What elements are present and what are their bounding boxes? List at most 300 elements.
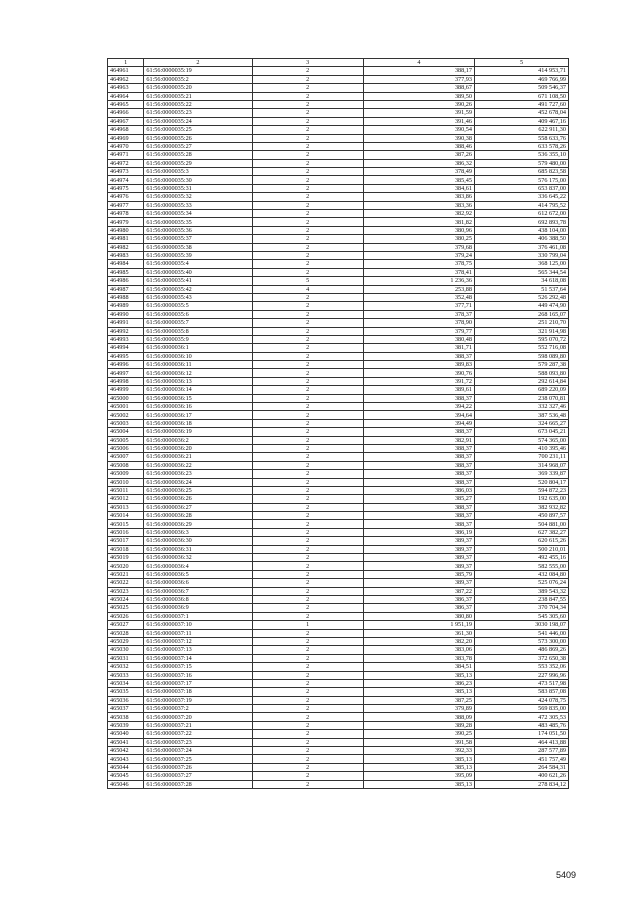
row-number-cell: 464998 xyxy=(108,377,144,385)
table-row xyxy=(108,176,569,184)
row-number-cell: 465043 xyxy=(108,755,144,763)
table-row xyxy=(108,512,569,520)
area-cell: 387,25 xyxy=(363,696,474,704)
row-number-cell: 464962 xyxy=(108,75,144,83)
category-cell: 2 xyxy=(252,327,363,335)
row-number-cell: 465003 xyxy=(108,419,144,427)
table-row xyxy=(108,528,569,536)
cadastral-number-cell: 61:56:0000035:7 xyxy=(144,319,252,327)
value-cell: 579 480,00 xyxy=(474,159,568,167)
category-cell: 2 xyxy=(252,554,363,562)
category-cell: 2 xyxy=(252,361,363,369)
value-cell: 332 327,46 xyxy=(474,403,568,411)
cadastral-number-cell: 61:56:0000035:19 xyxy=(144,67,252,75)
area-cell: 385,27 xyxy=(363,495,474,503)
row-number-cell: 464984 xyxy=(108,260,144,268)
category-cell: 2 xyxy=(252,730,363,738)
cadastral-number-cell: 61:56:0000036:23 xyxy=(144,470,252,478)
cadastral-number-cell: 61:56:0000035:38 xyxy=(144,243,252,251)
area-cell: 389,37 xyxy=(363,579,474,587)
value-cell: 565 344,54 xyxy=(474,268,568,276)
category-cell: 2 xyxy=(252,84,363,92)
row-number-cell: 465005 xyxy=(108,436,144,444)
area-cell: 385,13 xyxy=(363,780,474,788)
area-cell: 389,61 xyxy=(363,386,474,394)
cadastral-number-cell: 61:56:0000037:28 xyxy=(144,780,252,788)
row-number-cell: 464986 xyxy=(108,277,144,285)
category-cell: 2 xyxy=(252,293,363,301)
row-number-cell: 465042 xyxy=(108,747,144,755)
table-row xyxy=(108,168,569,176)
area-cell: 1 236,36 xyxy=(363,277,474,285)
table-row xyxy=(108,109,569,117)
row-number-cell: 465036 xyxy=(108,696,144,704)
category-cell: 2 xyxy=(252,369,363,377)
category-cell: 2 xyxy=(252,226,363,234)
area-cell: 388,37 xyxy=(363,453,474,461)
table-row xyxy=(108,562,569,570)
value-cell: 689 220,09 xyxy=(474,386,568,394)
cadastral-number-cell: 61:56:0000036:15 xyxy=(144,394,252,402)
area-cell: 383,78 xyxy=(363,654,474,662)
area-cell: 382,92 xyxy=(363,210,474,218)
category-cell: 5 xyxy=(252,277,363,285)
row-number-cell: 464965 xyxy=(108,100,144,108)
area-cell: 378,75 xyxy=(363,260,474,268)
category-cell: 2 xyxy=(252,696,363,704)
table-row xyxy=(108,226,569,234)
cadastral-number-cell: 61:56:0000035:29 xyxy=(144,159,252,167)
area-cell: 383,06 xyxy=(363,646,474,654)
cadastral-number-cell: 61:56:0000035:3 xyxy=(144,168,252,176)
value-cell: 486 869,26 xyxy=(474,646,568,654)
category-cell: 2 xyxy=(252,503,363,511)
cadastral-number-cell: 61:56:0000036:14 xyxy=(144,386,252,394)
value-cell: 376 461,08 xyxy=(474,243,568,251)
area-cell: 385,13 xyxy=(363,671,474,679)
cadastral-number-cell: 61:56:0000037:23 xyxy=(144,738,252,746)
value-cell: 579 287,38 xyxy=(474,361,568,369)
area-cell: 388,37 xyxy=(363,428,474,436)
category-cell: 2 xyxy=(252,386,363,394)
area-cell: 380,48 xyxy=(363,335,474,343)
category-cell: 2 xyxy=(252,612,363,620)
cadastral-number-cell: 61:56:0000035:35 xyxy=(144,218,252,226)
category-cell: 2 xyxy=(252,394,363,402)
row-number-cell: 465009 xyxy=(108,470,144,478)
cadastral-number-cell: 61:56:0000037:18 xyxy=(144,688,252,696)
table-row xyxy=(108,344,569,352)
cadastral-number-cell: 61:56:0000037:22 xyxy=(144,730,252,738)
value-cell: 251 210,70 xyxy=(474,319,568,327)
table-row xyxy=(108,503,569,511)
table-row xyxy=(108,486,569,494)
cadastral-number-cell: 61:56:0000035:32 xyxy=(144,193,252,201)
table-row xyxy=(108,386,569,394)
row-number-cell: 465035 xyxy=(108,688,144,696)
table-row xyxy=(108,75,569,83)
table-row xyxy=(108,721,569,729)
row-number-cell: 465028 xyxy=(108,629,144,637)
table-body xyxy=(108,67,569,789)
row-number-cell: 464985 xyxy=(108,268,144,276)
value-cell: 424 078,75 xyxy=(474,696,568,704)
area-cell: 385,13 xyxy=(363,763,474,771)
value-cell: 473 517,98 xyxy=(474,679,568,687)
table-row xyxy=(108,612,569,620)
category-cell: 2 xyxy=(252,528,363,536)
area-cell: 377,71 xyxy=(363,302,474,310)
table-row xyxy=(108,151,569,159)
table-row xyxy=(108,537,569,545)
category-cell: 2 xyxy=(252,738,363,746)
row-number-cell: 465026 xyxy=(108,612,144,620)
cadastral-number-cell: 61:56:0000036:4 xyxy=(144,562,252,570)
value-cell: 574 365,00 xyxy=(474,436,568,444)
category-cell: 2 xyxy=(252,201,363,209)
value-cell: 449 474,90 xyxy=(474,302,568,310)
row-number-cell: 465014 xyxy=(108,512,144,520)
area-cell: 378,37 xyxy=(363,310,474,318)
value-cell: 472 305,53 xyxy=(474,713,568,721)
table-row xyxy=(108,377,569,385)
cadastral-number-cell: 61:56:0000036:30 xyxy=(144,537,252,545)
value-cell: 569 835,00 xyxy=(474,705,568,713)
table-row xyxy=(108,411,569,419)
table-header xyxy=(108,59,569,67)
area-cell: 377,93 xyxy=(363,75,474,83)
cadastral-number-cell: 61:56:0000035:36 xyxy=(144,226,252,234)
table-row xyxy=(108,696,569,704)
value-cell: 336 645,22 xyxy=(474,193,568,201)
value-cell: 452 678,04 xyxy=(474,109,568,117)
area-cell: 378,90 xyxy=(363,319,474,327)
area-cell: 1 951,19 xyxy=(363,621,474,629)
row-number-cell: 465045 xyxy=(108,772,144,780)
row-number-cell: 465029 xyxy=(108,637,144,645)
value-cell: 552 716,08 xyxy=(474,344,568,352)
category-cell: 2 xyxy=(252,763,363,771)
row-number-cell: 465015 xyxy=(108,520,144,528)
table-row xyxy=(108,369,569,377)
category-cell: 2 xyxy=(252,428,363,436)
value-cell: 469 766,99 xyxy=(474,75,568,83)
category-cell: 2 xyxy=(252,495,363,503)
area-cell: 389,50 xyxy=(363,92,474,100)
row-number-cell: 465034 xyxy=(108,679,144,687)
table-row xyxy=(108,763,569,771)
value-cell: 492 455,16 xyxy=(474,554,568,562)
value-cell: 545 305,60 xyxy=(474,612,568,620)
row-number-cell: 464992 xyxy=(108,327,144,335)
area-cell: 391,72 xyxy=(363,377,474,385)
value-cell: 321 914,98 xyxy=(474,327,568,335)
value-cell: 400 621,26 xyxy=(474,772,568,780)
value-cell: 324 665,27 xyxy=(474,419,568,427)
value-cell: 464 413,88 xyxy=(474,738,568,746)
row-number-cell: 465021 xyxy=(108,570,144,578)
table-row xyxy=(108,285,569,293)
area-cell: 391,46 xyxy=(363,117,474,125)
table-row xyxy=(108,159,569,167)
value-cell: 34 618,08 xyxy=(474,277,568,285)
cadastral-number-cell: 61:56:0000036:9 xyxy=(144,604,252,612)
value-cell: 594 872,23 xyxy=(474,486,568,494)
cadastral-number-cell: 61:56:0000037:21 xyxy=(144,721,252,729)
value-cell: 583 857,08 xyxy=(474,688,568,696)
area-cell: 392,33 xyxy=(363,747,474,755)
row-number-cell: 465000 xyxy=(108,394,144,402)
cadastral-number-cell: 61:56:0000036:5 xyxy=(144,570,252,578)
area-cell: 389,28 xyxy=(363,721,474,729)
area-cell: 385,13 xyxy=(363,688,474,696)
table-row xyxy=(108,663,569,671)
cadastral-number-cell: 61:56:0000036:13 xyxy=(144,377,252,385)
category-cell: 2 xyxy=(252,75,363,83)
table-row xyxy=(108,201,569,209)
row-number-cell: 465040 xyxy=(108,730,144,738)
category-cell: 2 xyxy=(252,302,363,310)
category-cell: 2 xyxy=(252,335,363,343)
category-cell: 2 xyxy=(252,251,363,259)
cadastral-number-cell: 61:56:0000037:24 xyxy=(144,747,252,755)
value-cell: 268 165,07 xyxy=(474,310,568,318)
cadastral-number-cell: 61:56:0000036:7 xyxy=(144,587,252,595)
table-row xyxy=(108,100,569,108)
value-cell: 653 837,00 xyxy=(474,184,568,192)
table-row xyxy=(108,679,569,687)
cadastral-number-cell: 61:56:0000035:4 xyxy=(144,260,252,268)
category-cell: 2 xyxy=(252,688,363,696)
category-cell: 2 xyxy=(252,436,363,444)
cadastral-number-cell: 61:56:0000036:31 xyxy=(144,545,252,553)
value-cell: 491 727,60 xyxy=(474,100,568,108)
area-cell: 381,71 xyxy=(363,344,474,352)
cadastral-number-cell: 61:56:0000036:12 xyxy=(144,369,252,377)
table-row xyxy=(108,738,569,746)
table-row xyxy=(108,453,569,461)
category-cell: 2 xyxy=(252,134,363,142)
cadastral-number-cell: 61:56:0000035:20 xyxy=(144,84,252,92)
area-cell: 388,37 xyxy=(363,352,474,360)
cadastral-number-cell: 61:56:0000035:9 xyxy=(144,335,252,343)
value-cell: 588 093,80 xyxy=(474,369,568,377)
area-cell: 389,37 xyxy=(363,537,474,545)
value-cell: 671 108,50 xyxy=(474,92,568,100)
cadastral-number-cell: 61:56:0000035:26 xyxy=(144,134,252,142)
cadastral-number-cell: 61:56:0000036:21 xyxy=(144,453,252,461)
row-number-cell: 465032 xyxy=(108,663,144,671)
row-number-cell: 465038 xyxy=(108,713,144,721)
value-cell: 700 231,11 xyxy=(474,453,568,461)
area-cell: 387,22 xyxy=(363,587,474,595)
row-number-cell: 464989 xyxy=(108,302,144,310)
category-cell: 2 xyxy=(252,637,363,645)
row-number-cell: 465023 xyxy=(108,587,144,595)
value-cell: 483 485,76 xyxy=(474,721,568,729)
row-number-cell: 464961 xyxy=(108,67,144,75)
table-row xyxy=(108,621,569,629)
row-number-cell: 465022 xyxy=(108,579,144,587)
area-cell: 388,09 xyxy=(363,713,474,721)
category-cell: 2 xyxy=(252,218,363,226)
row-number-cell: 465017 xyxy=(108,537,144,545)
category-cell: 2 xyxy=(252,671,363,679)
category-cell: 2 xyxy=(252,184,363,192)
category-cell: 2 xyxy=(252,545,363,553)
area-cell: 389,37 xyxy=(363,545,474,553)
category-cell: 2 xyxy=(252,117,363,125)
category-cell: 2 xyxy=(252,512,363,520)
area-cell: 384,51 xyxy=(363,663,474,671)
category-cell: 2 xyxy=(252,721,363,729)
category-cell: 2 xyxy=(252,755,363,763)
cadastral-number-cell: 61:56:0000036:28 xyxy=(144,512,252,520)
cadastral-number-cell: 61:56:0000035:8 xyxy=(144,327,252,335)
table-row xyxy=(108,495,569,503)
category-cell: 4 xyxy=(252,285,363,293)
row-number-cell: 464972 xyxy=(108,159,144,167)
value-cell: 520 804,17 xyxy=(474,478,568,486)
cadastral-number-cell: 61:56:0000037:12 xyxy=(144,637,252,645)
area-cell: 379,68 xyxy=(363,243,474,251)
table-row xyxy=(108,747,569,755)
area-cell: 352,48 xyxy=(363,293,474,301)
table-row xyxy=(108,268,569,276)
row-number-cell: 464973 xyxy=(108,168,144,176)
row-number-cell: 464966 xyxy=(108,109,144,117)
category-cell: 2 xyxy=(252,562,363,570)
area-cell: 379,24 xyxy=(363,251,474,259)
cadastral-number-cell: 61:56:0000035:25 xyxy=(144,126,252,134)
category-cell: 2 xyxy=(252,268,363,276)
value-cell: 622 911,30 xyxy=(474,126,568,134)
cadastral-number-cell: 61:56:0000036:3 xyxy=(144,528,252,536)
category-cell: 2 xyxy=(252,780,363,788)
cadastral-number-cell: 61:56:0000035:2 xyxy=(144,75,252,83)
area-cell: 389,37 xyxy=(363,554,474,562)
value-cell: 582 555,00 xyxy=(474,562,568,570)
table-row xyxy=(108,142,569,150)
row-number-cell: 465019 xyxy=(108,554,144,562)
row-number-cell: 465020 xyxy=(108,562,144,570)
category-cell: 2 xyxy=(252,654,363,662)
value-cell: 450 897,57 xyxy=(474,512,568,520)
category-cell: 2 xyxy=(252,142,363,150)
row-number-cell: 464970 xyxy=(108,142,144,150)
area-cell: 388,67 xyxy=(363,84,474,92)
category-cell: 2 xyxy=(252,461,363,469)
value-cell: 287 577,89 xyxy=(474,747,568,755)
value-cell: 620 615,26 xyxy=(474,537,568,545)
area-cell: 385,79 xyxy=(363,570,474,578)
category-cell: 2 xyxy=(252,344,363,352)
area-cell: 385,13 xyxy=(363,755,474,763)
cadastral-number-cell: 61:56:0000035:39 xyxy=(144,251,252,259)
row-number-cell: 464996 xyxy=(108,361,144,369)
value-cell: 595 070,72 xyxy=(474,335,568,343)
area-cell: 391,58 xyxy=(363,738,474,746)
area-cell: 378,41 xyxy=(363,268,474,276)
cadastral-number-cell: 61:56:0000035:21 xyxy=(144,92,252,100)
table-row xyxy=(108,705,569,713)
value-cell: 51 537,64 xyxy=(474,285,568,293)
value-cell: 387 536,48 xyxy=(474,411,568,419)
area-cell: 394,64 xyxy=(363,411,474,419)
table-row xyxy=(108,596,569,604)
cadastral-number-cell: 61:56:0000036:32 xyxy=(144,554,252,562)
area-cell: 390,26 xyxy=(363,100,474,108)
area-cell: 361,30 xyxy=(363,629,474,637)
cadastral-number-cell: 61:56:0000037:2 xyxy=(144,705,252,713)
cadastral-number-cell: 61:56:0000035:6 xyxy=(144,310,252,318)
table-row xyxy=(108,470,569,478)
area-cell: 388,37 xyxy=(363,461,474,469)
category-cell: 2 xyxy=(252,151,363,159)
area-cell: 388,37 xyxy=(363,478,474,486)
area-cell: 388,37 xyxy=(363,512,474,520)
value-cell: 536 355,10 xyxy=(474,151,568,159)
row-number-cell: 464975 xyxy=(108,184,144,192)
value-cell: 227 996,96 xyxy=(474,671,568,679)
category-cell: 2 xyxy=(252,377,363,385)
category-cell: 2 xyxy=(252,713,363,721)
area-cell: 394,22 xyxy=(363,403,474,411)
value-cell: 330 799,04 xyxy=(474,251,568,259)
cadastral-number-cell: 61:56:0000036:19 xyxy=(144,428,252,436)
row-number-cell: 464969 xyxy=(108,134,144,142)
category-cell: 2 xyxy=(252,319,363,327)
cadastral-number-cell: 61:56:0000037:25 xyxy=(144,755,252,763)
value-cell: 673 045,21 xyxy=(474,428,568,436)
row-number-cell: 465027 xyxy=(108,621,144,629)
value-cell: 633 578,26 xyxy=(474,142,568,150)
category-cell: 2 xyxy=(252,419,363,427)
header-cell-5: 5 xyxy=(474,59,568,67)
category-cell: 2 xyxy=(252,210,363,218)
value-cell: 627 382,27 xyxy=(474,528,568,536)
value-cell: 451 757,49 xyxy=(474,755,568,763)
value-cell: 3030 198,07 xyxy=(474,621,568,629)
cadastral-number-cell: 61:56:0000035:37 xyxy=(144,235,252,243)
value-cell: 573 300,00 xyxy=(474,637,568,645)
table-row xyxy=(108,293,569,301)
row-number-cell: 464990 xyxy=(108,310,144,318)
row-number-cell: 464983 xyxy=(108,251,144,259)
area-cell: 378,49 xyxy=(363,168,474,176)
area-cell: 387,26 xyxy=(363,151,474,159)
value-cell: 292 614,84 xyxy=(474,377,568,385)
table-row xyxy=(108,361,569,369)
table-row xyxy=(108,730,569,738)
row-number-cell: 464979 xyxy=(108,218,144,226)
row-number-cell: 464964 xyxy=(108,92,144,100)
category-cell: 2 xyxy=(252,486,363,494)
value-cell: 382 932,82 xyxy=(474,503,568,511)
category-cell: 2 xyxy=(252,235,363,243)
value-cell: 504 881,00 xyxy=(474,520,568,528)
category-cell: 2 xyxy=(252,705,363,713)
table-row xyxy=(108,352,569,360)
table-row xyxy=(108,419,569,427)
table-row xyxy=(108,193,569,201)
area-cell: 388,46 xyxy=(363,142,474,150)
row-number-cell: 465008 xyxy=(108,461,144,469)
cadastral-number-cell: 61:56:0000035:33 xyxy=(144,201,252,209)
row-number-cell: 465024 xyxy=(108,596,144,604)
cadastral-number-cell: 61:56:0000036:8 xyxy=(144,596,252,604)
cadastral-number-cell: 61:56:0000035:30 xyxy=(144,176,252,184)
